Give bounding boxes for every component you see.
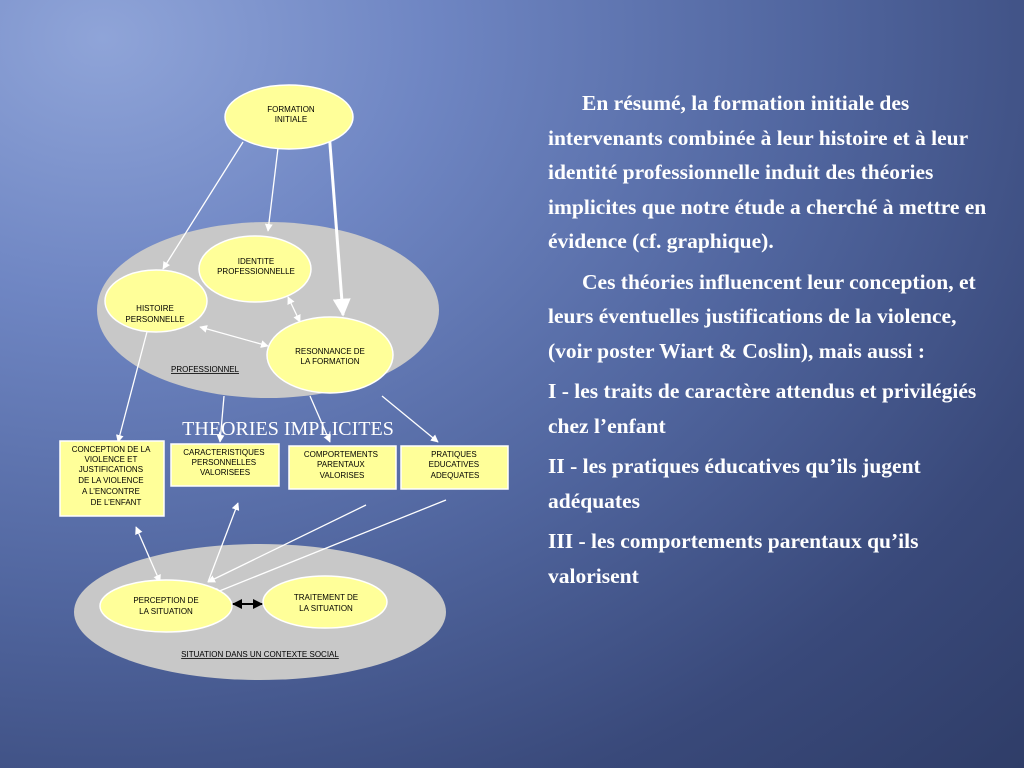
comportements-parentaux-box	[289, 446, 396, 489]
formation-initiale-node	[225, 85, 353, 149]
pratiques-educatives-box	[401, 446, 508, 489]
conception-violence-box	[60, 441, 164, 516]
svg-text:HISTOIREPERSONNELLE: HISTOIRE PERSONNELLE	[125, 304, 185, 324]
situation-label: SITUATION DANS UN CONTEXTE SOCIAL	[181, 650, 339, 659]
summary-point-3: III - les comportements parentaux qu’ils valorisent	[548, 529, 919, 588]
summary-text	[548, 86, 998, 599]
summary-paragraph-2: Ces théories influencent leur conception, et leurs éventuelles justifications de la violence, (voir poster Wiart & Coslin), mais aussi :	[548, 269, 976, 363]
svg-text:RESONNANCE DELA FORMATION: RESONNANCE DE LA FORMATION	[295, 347, 365, 366]
svg-text:PRATIQUES EDUCATIVES: PRATIQUES EDUCATIVES ADEQUATES	[428, 450, 480, 480]
svg-text:COMPORTEMENTS PARENTAUX: COMPORTEMENTS PARENTAUX VALORISES	[303, 450, 378, 480]
theories-implicites-title: THEORIES IMPLICITES	[182, 418, 394, 440]
traitement-situation-node	[263, 576, 387, 628]
svg-text:TRAITEMENT DELA SITUATION: TRAITEMENT DE LA SITUATION	[293, 593, 359, 613]
caracteristiques-box	[171, 444, 279, 486]
perception-situation-node	[100, 580, 232, 632]
professionnel-label: PROFESSIONNEL	[170, 365, 240, 374]
resonnance-formation-node	[267, 317, 393, 393]
histoire-personnelle-node	[105, 270, 207, 332]
identite-professionnelle-node	[199, 236, 311, 302]
svg-text:FORMATIONINITIALE: FORMATION INITIALE	[267, 105, 315, 124]
svg-text:PERCEPTION DELA SITUATION: PERCEPTION DE LA SITUATION	[133, 596, 199, 616]
summary-point-2: II - les pratiques éducatives qu’ils jugent adéquates	[548, 454, 921, 513]
summary-point-1: I - les traits de caractère attendus et privilégiés chez l’enfant	[548, 379, 977, 438]
svg-text:CARACTERISTIQUES PERSONN: CARACTERISTIQUES PERSONNELLES VALORISEES	[183, 448, 265, 477]
summary-paragraph-1: En résumé, la formation initiale des intervenants combinée à leur histoire et à leur identité professionnelle induit des théories implicites que notre étude a cherché à mettre en évidence (cf. graphique).	[548, 91, 987, 253]
svg-text:CONCEPTION DE LA VIOLENC: CONCEPTION DE LA VIOLENCE ET JUSTIFICATIONS DE LA VIOLENCE A L’ENCONTRE DE L’ENFANT	[71, 445, 151, 507]
svg-text:IDENTITEPROFESSIONNELLE: IDENTITE PROFESSIONNELLE	[217, 257, 295, 276]
